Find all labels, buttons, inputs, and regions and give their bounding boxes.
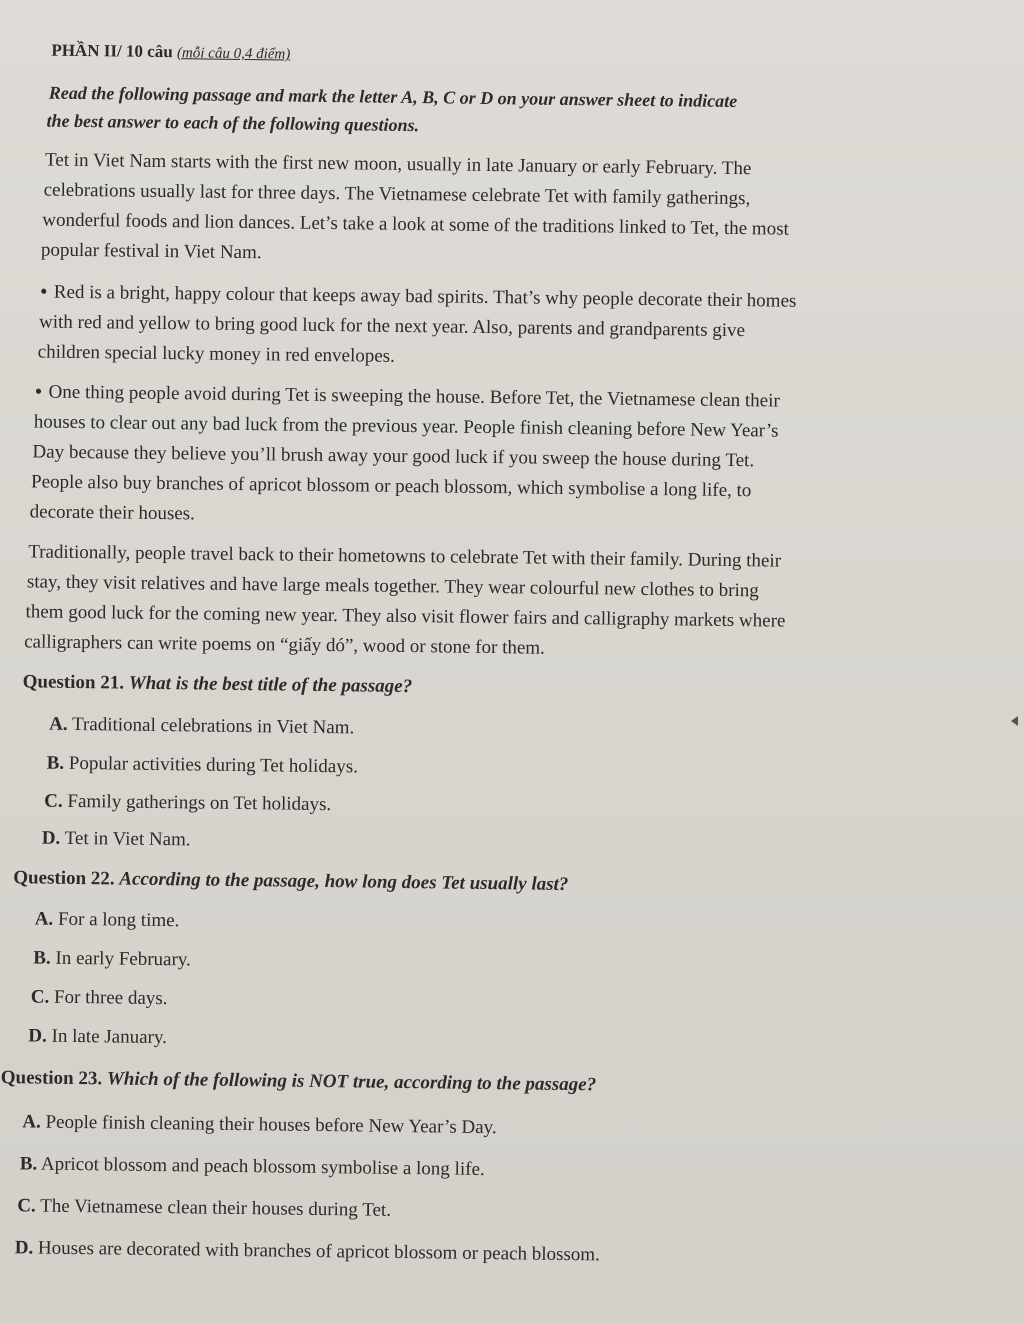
q22-option-d[interactable] <box>28 1024 167 1050</box>
passage-p2-line-3: children special lucky money in red envelopes. <box>37 341 395 367</box>
question-text: What is the best title of the passage? <box>128 672 413 698</box>
option-text: Apricot blossom and peach blossom symbolise a long life. <box>40 1153 485 1181</box>
option-letter: B. <box>33 947 51 969</box>
option-letter: B. <box>19 1153 38 1175</box>
question-text: According to the passage, how long does Tet usually last? <box>119 868 569 896</box>
option-text: For three days. <box>53 986 168 1010</box>
bullet-icon: • <box>40 281 48 303</box>
q21-option-b[interactable] <box>47 752 359 780</box>
question-22-title <box>13 866 568 897</box>
margin-arrow-icon <box>1011 716 1018 726</box>
option-letter: A. <box>22 1111 41 1133</box>
passage-p3-line-5: decorate their houses. <box>29 501 196 525</box>
passage-p1-line-4: popular festival in Viet Nam. <box>40 239 262 264</box>
option-letter: C. <box>44 790 63 812</box>
q23-option-a[interactable] <box>22 1110 497 1140</box>
option-letter: C. <box>30 986 50 1008</box>
option-text: Traditional celebrations in Viet Nam. <box>71 713 355 739</box>
option-text: The Vietnamese clean their houses during Tet. <box>40 1195 392 1221</box>
option-text: Houses are decorated with branches of apricot blossom or peach blossom. <box>37 1237 600 1266</box>
option-text: Family gatherings on Tet holidays. <box>67 790 332 816</box>
q21-option-c[interactable] <box>44 790 331 818</box>
q23-option-b[interactable] <box>20 1152 485 1182</box>
passage-p2-line-2: with red and yellow to bring good luck for the next year. Also, parents and grandparents give <box>38 311 746 342</box>
question-21-title <box>23 670 413 699</box>
passage-p4-line-1: Traditionally, people travel back to their hometowns to celebrate Tet with their family. During their <box>28 541 782 572</box>
bullet-icon: • <box>35 381 42 403</box>
option-letter: D. <box>41 827 61 849</box>
q23-option-d[interactable] <box>15 1236 600 1267</box>
passage-p1-line-3: wonderful foods and lion dances. Let’s take a look at some of the traditions linked to Tet, the most <box>42 209 789 240</box>
passage-p1-line-2: celebrations usually last for three days. The Vietnamese celebrate Tet with family gatherings, <box>43 179 751 210</box>
q21-option-d[interactable] <box>42 827 191 853</box>
passage-p3-line-4: People also buy branches of apricot blossom or peach blossom, which symbolise a long life, to <box>30 471 752 502</box>
section-heading <box>51 39 290 67</box>
q22-option-a[interactable] <box>35 907 180 933</box>
passage-p3-line-1-text: One thing people avoid during Tet is sweeping the house. Before Tet, the Vietnamese clean their <box>48 381 780 412</box>
question-text: Which of the following is NOT true, according to the passage? <box>106 1068 597 1096</box>
instruction-line-2: the best answer to each of the following questions. <box>46 110 420 136</box>
option-letter: B. <box>46 752 65 774</box>
option-letter: A. <box>34 908 54 930</box>
q22-option-b[interactable] <box>33 946 191 972</box>
question-number: Question 23. <box>0 1067 103 1090</box>
passage-p1-line-1: Tet in Viet Nam starts with the first new moon, usually in late January or early February. The <box>44 149 752 180</box>
question-23-title <box>1 1066 597 1097</box>
q21-option-a[interactable] <box>49 713 354 741</box>
section-label: PHẦN II/ 10 câu <box>51 40 173 62</box>
option-text: In late January. <box>51 1025 168 1049</box>
q22-option-c[interactable] <box>31 985 168 1011</box>
option-text: People finish cleaning their houses before New Year’s Day. <box>45 1111 497 1139</box>
q23-option-c[interactable] <box>17 1194 391 1223</box>
passage-p3-line-2: houses to clear out any bad luck from the previous year. People finish cleaning before New Year’s <box>33 411 779 442</box>
passage-p4-line-3: them good luck for the coming new year. They also visit flower fairs and calligraphy markets where <box>25 601 786 632</box>
option-letter: D. <box>28 1025 47 1047</box>
option-letter: D. <box>14 1237 34 1259</box>
option-text: For a long time. <box>57 908 180 932</box>
instruction-line-1: Read the following passage and mark the letter A, B, C or D on your answer sheet to indicate <box>48 82 738 112</box>
option-text: Tet in Viet Nam. <box>64 827 191 851</box>
passage-p4-line-4: calligraphers can write poems on “giấy dó”, wood or stone for them. <box>24 631 546 659</box>
option-letter: A. <box>49 713 68 735</box>
passage-p3-line-3: Day because they believe you’ll brush away your good luck if you sweep the house during Tet. <box>32 441 755 472</box>
passage-p3-line-1 <box>35 380 780 413</box>
question-number: Question 21. <box>22 671 125 694</box>
option-letter: C. <box>17 1195 36 1217</box>
option-text: Popular activities during Tet holidays. <box>68 752 359 778</box>
question-number: Question 22. <box>13 867 115 890</box>
points-note: (mỗi câu 0,4 điểm) <box>176 45 291 63</box>
option-text: In early February. <box>55 947 192 971</box>
passage-p2-line-1 <box>40 281 796 314</box>
passage-p4-line-2: stay, they visit relatives and have large meals together. They wear colourful new clothes to bring <box>26 571 759 602</box>
passage-p2-line-1-text: Red is a bright, happy colour that keeps away bad spirits. That’s why people decorate their homes <box>53 281 797 312</box>
